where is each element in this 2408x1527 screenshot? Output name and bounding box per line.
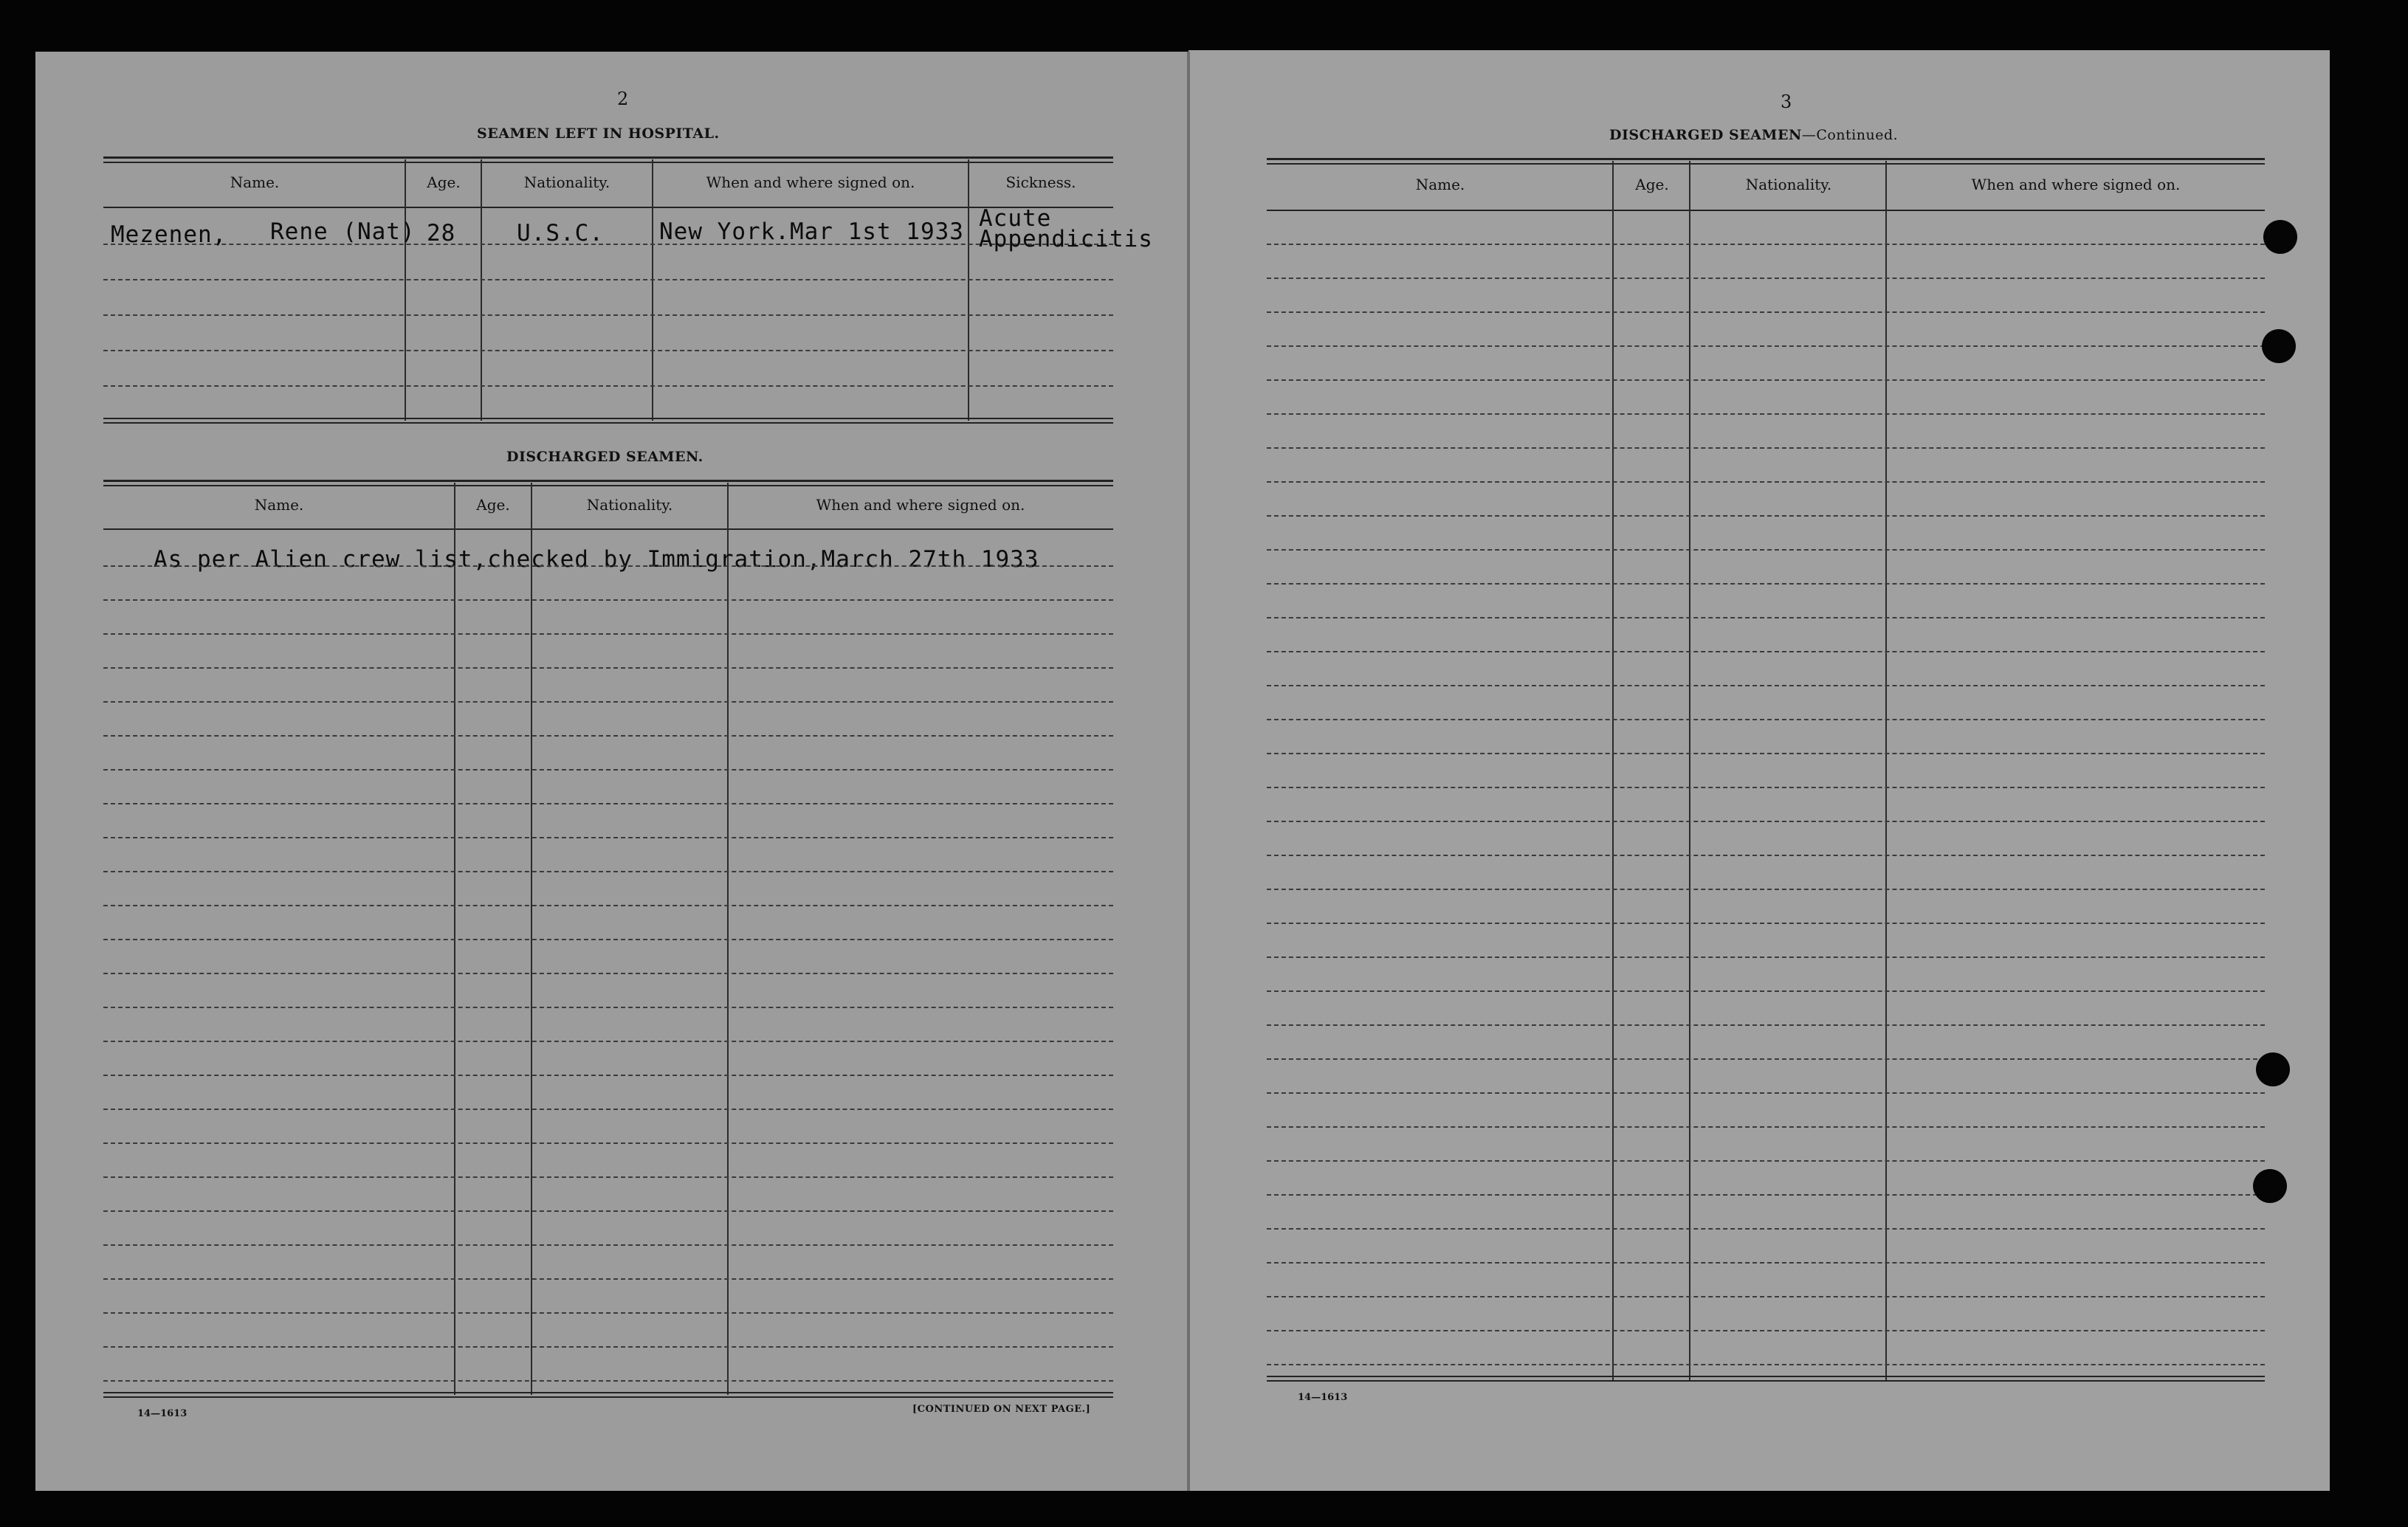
hospital-row-rule bbox=[103, 279, 1113, 280]
hospital-col-sickness: Sickness. bbox=[1005, 173, 1076, 191]
row-rule bbox=[103, 803, 1113, 804]
row-rule bbox=[1267, 1262, 2265, 1264]
discharged-bottom-rule bbox=[103, 1392, 1113, 1393]
row-rule bbox=[103, 973, 1113, 974]
right-page-number: 3 bbox=[1781, 92, 1792, 112]
row-rule bbox=[1267, 617, 2265, 618]
hospital-section-title: SEAMEN LEFT IN HOSPITAL. bbox=[477, 125, 720, 142]
hospital-entry-sickness-2: Appendicitis bbox=[979, 226, 1153, 252]
right-section-title bbox=[1609, 127, 1898, 143]
left-page bbox=[35, 52, 1188, 1491]
row-rule bbox=[103, 735, 1113, 737]
punch-hole bbox=[2263, 220, 2297, 254]
hospital-entry-surname: Mezenen, bbox=[111, 221, 227, 248]
hospital-divider-2 bbox=[481, 159, 482, 421]
discharged-header-rule bbox=[103, 528, 1113, 530]
hospital-entry-given-name: Rene (Nat) bbox=[270, 218, 416, 245]
row-rule bbox=[1267, 1126, 2265, 1128]
row-rule bbox=[103, 667, 1113, 669]
row-rule bbox=[1267, 1024, 2265, 1026]
row-rule bbox=[1267, 1092, 2265, 1094]
discharged-col-nationality: Nationality. bbox=[586, 496, 673, 514]
hospital-entry-age: 28 bbox=[427, 220, 456, 247]
row-rule bbox=[1267, 685, 2265, 686]
row-rule bbox=[1267, 787, 2265, 788]
discharged-col-signed-on: When and where signed on. bbox=[816, 496, 1025, 514]
row-rule bbox=[1267, 583, 2265, 585]
row-rule bbox=[1267, 311, 2265, 313]
hospital-entry-signed-on: New York.Mar 1st 1933 bbox=[659, 218, 964, 245]
row-rule bbox=[1267, 1364, 2265, 1365]
hospital-entry-nationality: U.S.C. bbox=[517, 220, 604, 247]
row-rule bbox=[1267, 345, 2265, 347]
continued-note: [CONTINUED ON NEXT PAGE.] bbox=[912, 1404, 1091, 1415]
right-page bbox=[1188, 50, 2330, 1491]
row-rule bbox=[103, 1075, 1113, 1076]
hospital-table-top-rule bbox=[103, 156, 1113, 159]
row-rule bbox=[1267, 379, 2265, 381]
row-rule bbox=[1267, 244, 2265, 245]
hospital-col-nationality: Nationality. bbox=[523, 173, 610, 191]
right-col-age: Age. bbox=[1635, 176, 1669, 193]
row-rule bbox=[103, 1142, 1113, 1144]
row-rule bbox=[1267, 549, 2265, 551]
row-rule bbox=[103, 1176, 1113, 1178]
row-rule bbox=[1267, 1228, 2265, 1230]
hospital-bottom-rule-2 bbox=[103, 422, 1113, 424]
right-col-signed-on: When and where signed on. bbox=[1971, 176, 2181, 193]
hospital-row-rule bbox=[103, 350, 1113, 351]
hospital-header-rule bbox=[103, 207, 1113, 208]
left-form-number: 14—1613 bbox=[137, 1408, 188, 1419]
discharged-col-name: Name. bbox=[254, 496, 304, 514]
right-divider-1 bbox=[1612, 161, 1614, 1382]
row-rule bbox=[1267, 719, 2265, 720]
row-rule bbox=[1267, 515, 2265, 517]
discharged-bottom-rule-2 bbox=[103, 1396, 1113, 1398]
hospital-table-top-rule-2 bbox=[103, 162, 1113, 163]
punch-hole bbox=[2262, 329, 2296, 363]
punch-hole bbox=[2253, 1169, 2287, 1203]
row-rule bbox=[1267, 821, 2265, 822]
row-rule bbox=[1267, 1296, 2265, 1297]
hospital-bottom-rule bbox=[103, 418, 1113, 419]
row-rule bbox=[103, 1210, 1113, 1212]
hospital-row-rule bbox=[103, 385, 1113, 387]
row-rule bbox=[1267, 753, 2265, 754]
right-form-number: 14—1613 bbox=[1298, 1392, 1348, 1403]
row-rule bbox=[1267, 956, 2265, 958]
right-header-rule bbox=[1267, 210, 2265, 211]
discharged-section-title: DISCHARGED SEAMEN. bbox=[506, 449, 704, 465]
row-rule bbox=[103, 837, 1113, 838]
row-rule bbox=[103, 905, 1113, 906]
row-rule bbox=[1267, 1160, 2265, 1162]
row-rule bbox=[1267, 413, 2265, 415]
left-page-number: 2 bbox=[617, 89, 629, 109]
right-bottom-rule bbox=[1267, 1376, 2265, 1377]
row-rule bbox=[103, 701, 1113, 703]
row-rule bbox=[103, 1007, 1113, 1008]
discharged-table-top-rule bbox=[103, 480, 1113, 482]
right-section-title-suffix: —Continued. bbox=[1801, 127, 1899, 143]
row-rule bbox=[103, 1244, 1113, 1246]
right-section-title-bold: DISCHARGED SEAMEN bbox=[1609, 127, 1802, 143]
row-rule bbox=[1267, 923, 2265, 924]
discharged-table-top-rule-2 bbox=[103, 485, 1113, 486]
right-table-top-rule bbox=[1267, 158, 2265, 160]
right-bottom-rule-2 bbox=[1267, 1380, 2265, 1382]
row-rule bbox=[103, 1278, 1113, 1280]
hospital-entry-sickness-1: Acute bbox=[979, 205, 1052, 232]
right-divider-2 bbox=[1689, 161, 1690, 1382]
right-divider-3 bbox=[1885, 161, 1887, 1382]
hospital-col-age: Age. bbox=[427, 173, 461, 191]
row-rule bbox=[103, 769, 1113, 771]
row-rule bbox=[1267, 1330, 2265, 1331]
row-rule bbox=[103, 1380, 1113, 1382]
hospital-col-name: Name. bbox=[230, 173, 280, 191]
row-rule bbox=[103, 1109, 1113, 1110]
discharged-note: As per Alien crew list,checked by Immigration,March 27th 1933 bbox=[154, 546, 1039, 573]
row-rule bbox=[103, 599, 1113, 601]
row-rule bbox=[1267, 855, 2265, 856]
row-rule bbox=[103, 565, 1113, 567]
row-rule bbox=[1267, 889, 2265, 890]
row-rule bbox=[1267, 1194, 2265, 1196]
row-rule bbox=[103, 1041, 1113, 1042]
page-fold bbox=[1187, 52, 1190, 1491]
row-rule bbox=[103, 1346, 1113, 1348]
hospital-divider-4 bbox=[968, 159, 969, 421]
row-rule bbox=[103, 939, 1113, 940]
discharged-col-age: Age. bbox=[476, 496, 510, 514]
hospital-col-signed-on: When and where signed on. bbox=[706, 173, 915, 191]
punch-hole bbox=[2256, 1052, 2290, 1086]
row-rule bbox=[1267, 651, 2265, 652]
row-rule bbox=[103, 1312, 1113, 1314]
row-rule bbox=[103, 871, 1113, 872]
hospital-divider-3 bbox=[652, 159, 653, 421]
row-rule bbox=[1267, 447, 2265, 449]
row-rule bbox=[1267, 1058, 2265, 1060]
right-col-name: Name. bbox=[1415, 176, 1465, 193]
hospital-row-rule bbox=[103, 314, 1113, 316]
right-col-nationality: Nationality. bbox=[1745, 176, 1832, 193]
hospital-divider-1 bbox=[405, 159, 406, 421]
row-rule bbox=[1267, 990, 2265, 992]
row-rule bbox=[103, 633, 1113, 635]
right-table-top-rule-2 bbox=[1267, 163, 2265, 165]
row-rule bbox=[1267, 278, 2265, 279]
row-rule bbox=[1267, 481, 2265, 483]
